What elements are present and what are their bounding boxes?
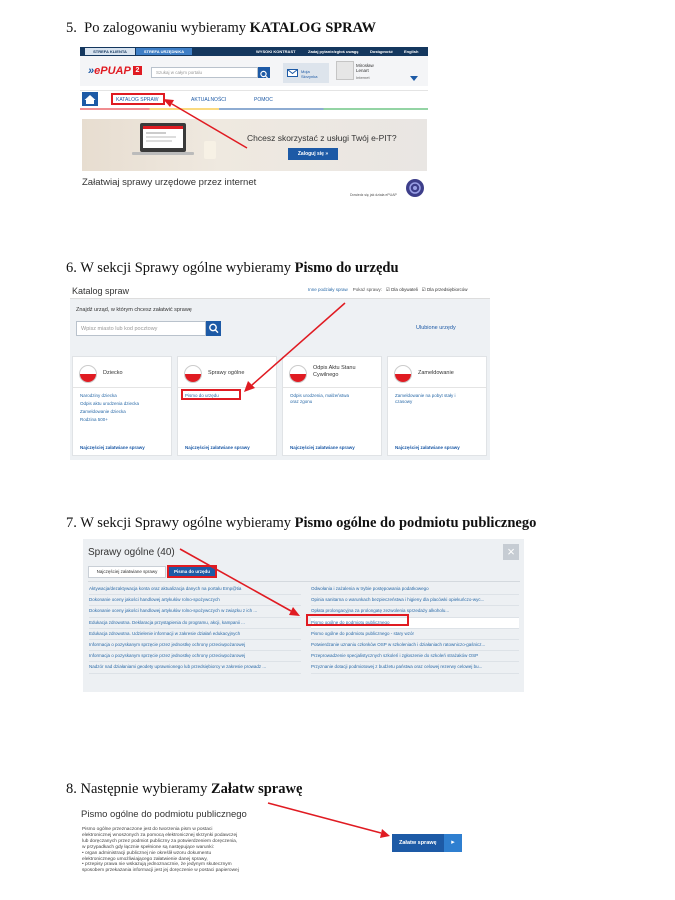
service-description: Pismo ogólne przeznaczone jest do tworzenia pism w postaci elektronicznej wnoszonych za pomocą elektronicznej skrzynki podawczej lub doręczanych przez podmiot publiczny za potwierdzeniem doręczenia, w przypadkach gdy łącznie spełnione są następujące warunki: • organ administracji publicznej nie określił wzoru dokumentu elektronicznego umożliwiającego załatwienie danej sprawy, • przepisy prawa nie wskazują jednoznacznie, że jedynym skutecznym sposobem przekazania informacji jest jej doręczenie w postaci papierowej bbox=[82, 827, 239, 874]
card-sprawy-ogolne[interactable]: Sprawy ogólne Pismo do urzędu Najczęściej załatwiane sprawy bbox=[177, 356, 277, 456]
list-item[interactable]: Potwierdzanie uznaniu członków OSP w szkoleniach i działaniach ratowniczo-gaśnicz... bbox=[311, 640, 519, 651]
checkbox-obywatele[interactable]: ☑ Dla obywateli bbox=[385, 287, 418, 292]
list-item[interactable]: Nadzór nad działaniami geodety uprawnionego lub przedsiębiorcy w zakresie prowadz ... bbox=[89, 662, 301, 673]
card-footer[interactable]: Najczęściej załatwiane sprawy bbox=[80, 445, 145, 450]
portal-search-input[interactable]: Szukaj w całym portalu bbox=[151, 67, 258, 78]
tab-strefa-klienta[interactable]: STREFA KLIENTA bbox=[85, 48, 135, 55]
city-search-input[interactable]: Wpisz miasto lub kod pocztowy bbox=[76, 321, 206, 336]
list-item[interactable]: Edukacja zdrowotna. Udzielenie informacji w zakresie działań edukacyjnych bbox=[89, 629, 301, 640]
card-footer[interactable]: Najczęściej załatwiane sprawy bbox=[395, 445, 460, 450]
list-item[interactable]: Przeprowadzenie specjalistycznych szkoleń i zgłoszenie do szkoleń strażaków OSP bbox=[311, 651, 519, 662]
nav-katalog-spraw[interactable]: KATALOG SPRAW bbox=[116, 97, 159, 103]
card-footer[interactable]: Najczęściej załatwiane sprawy bbox=[290, 445, 355, 450]
search-label: Znajdź urząd, w którym chcesz załatwić sprawę bbox=[76, 307, 192, 313]
link-odpis-urodzenia[interactable]: Odpis urodzenia, małżeństwa oraz zgonu bbox=[290, 393, 350, 404]
link-odpis-dziecka[interactable]: Odpis aktu urodzenia dziecka bbox=[80, 401, 140, 406]
link-dostepnosc[interactable]: Dostępność bbox=[370, 49, 393, 54]
link-zameldowanie[interactable]: Zameldowanie na pobyt stały i czasowy bbox=[395, 393, 456, 404]
list-item[interactable]: Informacja o pozyskanym sprzęcie przez jednostkę ochrony przeciwpożarowej bbox=[89, 651, 301, 662]
list-item[interactable]: Dokonanie oceny jakości handlowej artykułów rolno-spożywczych bbox=[89, 595, 301, 606]
list-item[interactable]: Opłata prolongacyjna za prolongatę zezwolenia sprzedaży alkoholu... bbox=[311, 606, 519, 617]
tagline: Załatwiaj sprawy urzędowe przez internet bbox=[82, 177, 257, 188]
modal-title: Sprawy ogólne (40) bbox=[88, 547, 175, 558]
link-500plus[interactable]: Rodzina 500+ bbox=[80, 417, 108, 422]
list-item[interactable]: Pismo ogólne do podmiotu publicznego - stary wzór bbox=[311, 629, 519, 640]
tab-pisma-do-urzedu[interactable]: Pisma do urzędu bbox=[167, 565, 217, 578]
nav-aktualnosci[interactable]: AKTUALNOŚCI bbox=[191, 97, 227, 103]
nav-pomoc[interactable]: POMOC bbox=[254, 97, 273, 103]
link-narodziny[interactable]: Narodziny dziecka bbox=[80, 393, 117, 398]
list-item[interactable]: Aktywacja/dezaktywacja konta oraz aktualizacja danych na portalu Emp@tia bbox=[89, 584, 301, 595]
close-icon[interactable]: × bbox=[503, 544, 519, 560]
user-type: Internet bbox=[356, 75, 370, 80]
list-item-pismo-ogolne[interactable]: Pismo ogólne do podmiotu publicznego bbox=[311, 618, 519, 629]
list-item[interactable]: Informacja o pozyskanym sprzęcie przez jednostkę ochrony przeciwpożarowej bbox=[89, 640, 301, 651]
link-pismo-do-urzedu[interactable]: Pismo do urzędu bbox=[185, 393, 219, 398]
step-6-heading: 6. W sekcji Sprawy ogólne wybieramy Pismo do urzędu bbox=[66, 260, 399, 276]
login-button[interactable]: Zaloguj się » bbox=[288, 148, 338, 160]
tab-najczesciej[interactable]: Najczęściej załatwiane sprawy bbox=[88, 566, 166, 578]
step-5-heading: 5. Po zalogowaniu wybieramy KATALOG SPRAW bbox=[66, 20, 376, 36]
link-zadaj-pytanie[interactable]: Zadaj pytanie/zgłoś uwagę bbox=[308, 49, 359, 54]
card-zameldowanie[interactable]: Zameldowanie Zameldowanie na pobyt stały i czasowy Najczęściej załatwiane sprawy bbox=[387, 356, 487, 456]
logo-badge: 2 bbox=[133, 66, 142, 75]
step-8-heading: 8. Następnie wybieramy Załatw sprawę bbox=[66, 781, 303, 797]
link-zameldowanie-dziecka[interactable]: Zameldowanie dziecka bbox=[80, 409, 126, 414]
catalog-toplinks: Inne podziały spraw Pokaż sprawy: ☑ Dla obywateli ☑ Dla przedsiębiorców bbox=[308, 287, 468, 292]
list-item[interactable]: Odwołania i zażalenia w trybie postępowania podatkowego bbox=[311, 584, 519, 595]
my-mailbox[interactable]: Moja Skrzynka bbox=[283, 63, 329, 83]
link-english[interactable]: English bbox=[404, 49, 419, 54]
zalatw-sprawe-button[interactable]: Załatw sprawę ▸ bbox=[392, 834, 462, 852]
list-item[interactable]: Opinia sanitarna o warunkach bezpieczeństwa i higieny dla placówki opiekuńczo-wyc... bbox=[311, 595, 519, 606]
epuap-logo[interactable]: »ePUAP bbox=[88, 65, 131, 77]
link-wysoki-kontrast[interactable]: WYSOKI KONTRAST bbox=[256, 49, 296, 54]
arrow-right-icon: ▸ bbox=[444, 834, 462, 852]
list-item[interactable]: Edukacja zdrowotna. Deklaracja przystąpienia do programu, akcji, kampanii ... bbox=[89, 618, 301, 629]
tab-strefa-urzednika[interactable]: STREFA URZĘDNIKA bbox=[136, 48, 192, 55]
favorites-link[interactable]: Ulubione urzędy bbox=[416, 325, 456, 331]
card-dziecko[interactable]: Dziecko Narodziny dziecka Odpis aktu urodzenia dziecka Zameldowanie dziecka Rodzina 500+ Najczęściej załatwiane sprawy bbox=[72, 356, 172, 456]
how-epuap-link[interactable]: Dowiedz się jak działa ePUAP bbox=[350, 193, 397, 197]
banner-text: Chcesz skorzystać z usługi Twój e-PIT? bbox=[247, 133, 397, 143]
service-title: Pismo ogólne do podmiotu publicznego bbox=[81, 809, 247, 820]
card-footer[interactable]: Najczęściej załatwiane sprawy bbox=[185, 445, 250, 450]
user-name: Mirosław Lenart bbox=[356, 63, 374, 73]
step-7-heading: 7. W sekcji Sprawy ogólne wybieramy Pismo ogólne do podmiotu publicznego bbox=[66, 515, 537, 531]
link-inne-podzialy[interactable]: Inne podziały spraw bbox=[308, 287, 348, 292]
card-odpis-aktu[interactable]: Odpis Aktu Stanu Cywilnego Odpis urodzenia, małżeństwa oraz zgonu Najczęściej załatwiane sprawy bbox=[282, 356, 382, 456]
list-item[interactable]: Dokonanie oceny jakości handlowej artykułów rolno-spożywczych w związku z ich ... bbox=[89, 606, 301, 617]
checkbox-przedsiebiorcy[interactable]: ☑ Dla przedsiębiorców bbox=[421, 287, 468, 292]
list-item[interactable]: Przyznanie dotacji podmiotowej z budżetu państwa oraz celowej rezerwy celowej bu... bbox=[311, 662, 519, 673]
catalog-title: Katalog spraw bbox=[72, 286, 130, 296]
